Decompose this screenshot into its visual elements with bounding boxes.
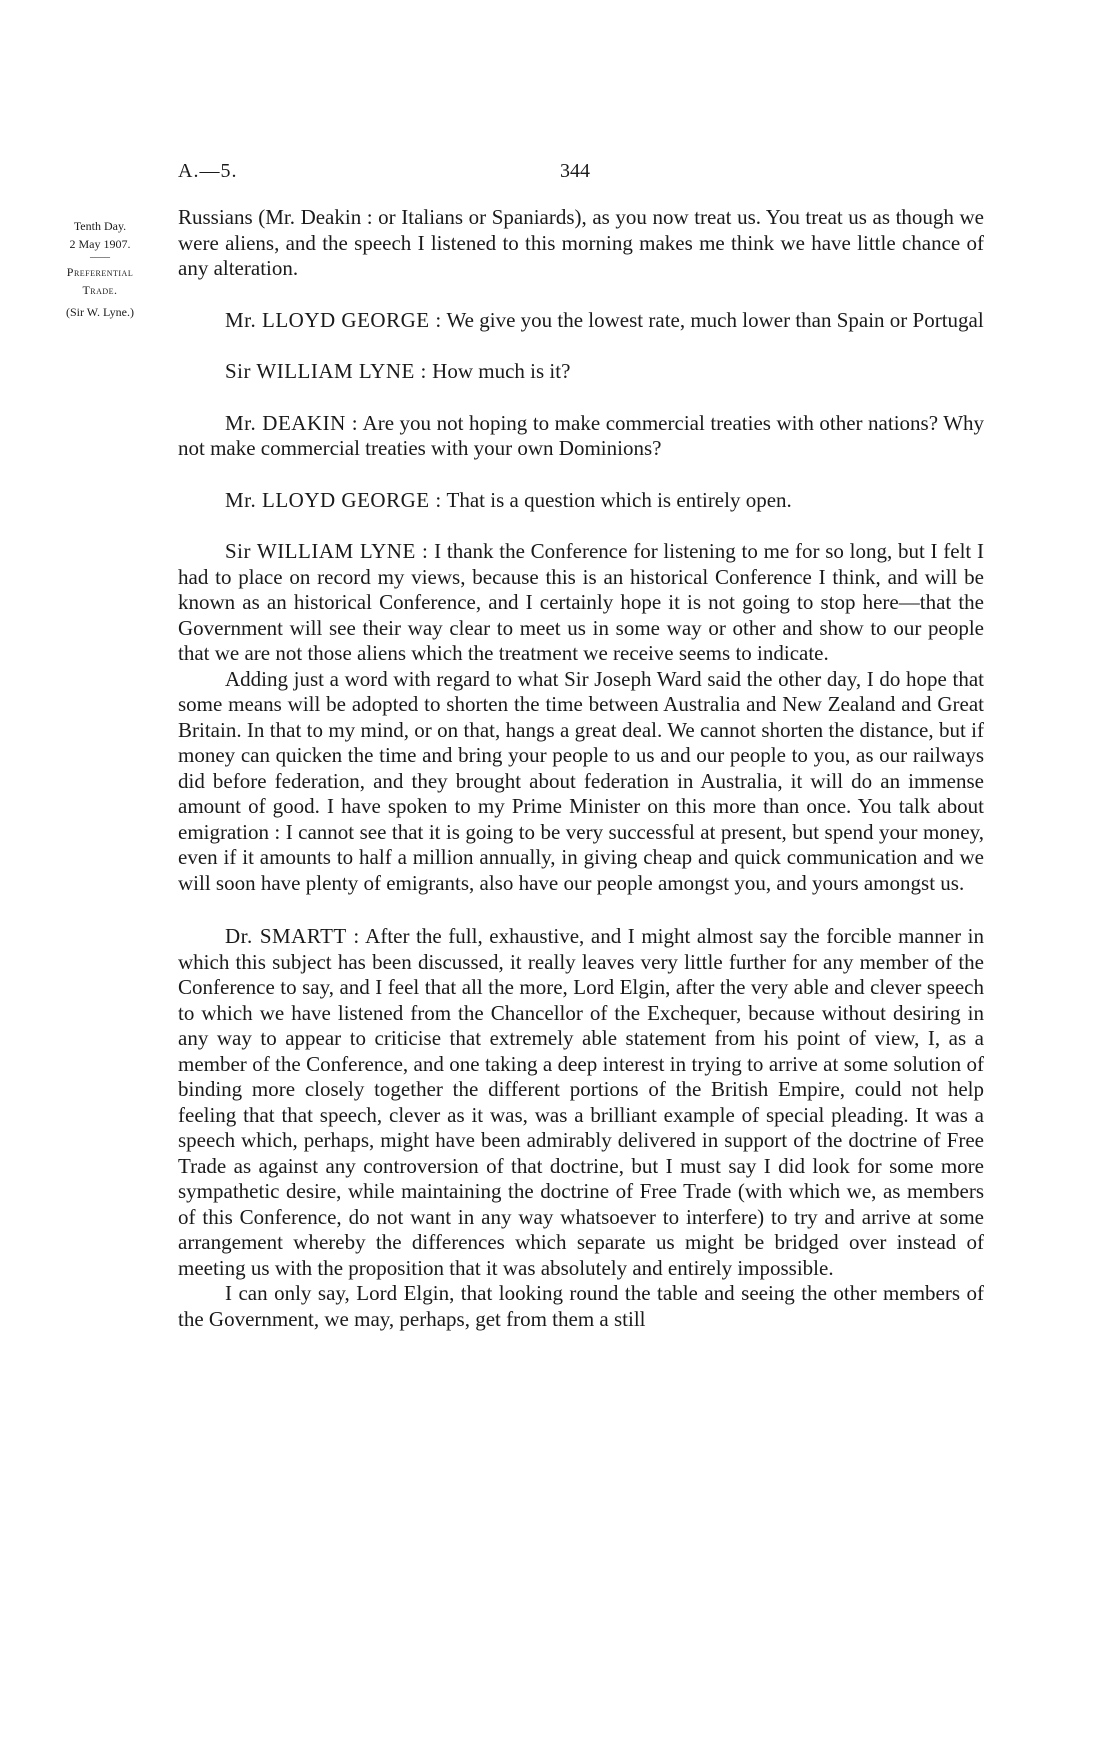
margin-topic-line1: Preferential [66,265,134,279]
paragraph-7 [178,667,984,897]
page-number: 344 [560,160,590,182]
paragraph-text: I can only say, Lord Elgin, that looking round the table and seeing the other members of the Government, we may, perhaps, get from them a still [178,1281,984,1331]
speaker-name: Sir WILLIAM LYNE : [225,539,429,563]
speaker-name: Mr. DEAKIN : [225,410,359,435]
paragraph-1 [178,205,984,282]
speaker-name: Mr. LLOYD GEORGE : [225,307,442,332]
paragraph-text: Adding just a word with regard to what Sir Joseph Ward said the other day, I do hope that some means will be adopted to shorten the time between Australia and New Zealand and Great Britain. In that to my mind, or on that, hangs a great deal. We cannot shorten the distance, but if money can quicken the time and bring your people to us and our people to you, as our railways did before federation, and they brought about federation in Australia, it will do an immense amount of good. I have spoken to my Prime Minister on this more than once. You talk about emigration : I cannot see that it is going to be very successful at present, but spend your money, even if it amounts to half a million annually, in giving cheap and quick communication and we will soon have plenty of emigrants, also have our people amongst you, and yours amongst us. [178,666,984,895]
paragraph-text: How much is it? [426,359,571,383]
margin-topic-line2: Trade. [82,283,118,297]
speaker-name: Dr. SMARTT : [225,924,360,948]
paragraph-text: I thank the Conference for listening to me for so long, but I felt I had to place on record my views, because this is an historical Conference I think, and will be known as an historical Conference, and I certainly hope it is not going to stop here—that the Government will see their way clear to meet us in some way or other and show to our people that we are not those aliens which the treatment we receive seems to indicate. [178,539,984,665]
margin-dash: —— [90,252,110,263]
paragraph-text: Are you not hoping to make commercial treaties with other nations? Why not make commercial treaties with your own Dominions? [178,410,985,460]
paragraph-8 [178,924,984,1281]
speaker-name: Sir WILLIAM LYNE : [225,359,427,383]
paragraph-text: We give you the lowest rate, much lower than Spain or Portugal [441,307,984,332]
report-reference: A.—5. [178,160,238,182]
paragraph-4 [178,411,984,462]
margin-speaker: (Sir W. Lyne.) [66,305,134,319]
document-body [178,205,984,1332]
paragraph-6 [178,539,984,667]
paragraph-text: That is a question which is entirely open. [441,487,792,512]
paragraph-text: After the full, exhaustive, and I might almost say the forcible manner in which this subject has been discussed, it really leaves very little further for any member of the Conference to say, and I feel that all the more, Lord Elgin, after the very able and clever speech to which we have listened from the Chancellor of the Exchequer, because without desiring in any way to appear to criticise that extremely able statement from his point of view, I, as a member of the Conference, and one taking a deep interest in trying to arrive at some solution of binding more closely together the different portions of the British Empire, could not help feeling that that speech, clever as it was, was a brilliant example of special pleading. It was a speech which, perhaps, might have been admirably delivered in support of the doctrine of Free Trade as against any controversion of that doctrine, but I must say I did look for some more sympathetic desire, while maintaining the doctrine of Free Trade (with which we, as members of this Conference, do not want in any way whatsoever to interfere) to try and arrive at some arrangement whereby the differences which separate us might be bridged over instead of meeting us with the proposition that it was absolutely and entirely impossible. [178,924,984,1280]
margin-date: 2 May 1907. [69,237,131,251]
paragraph-text: Russians (Mr. Deakin : or Italians or Spaniards), as you now treat us. You treat us as though we were aliens, and the speech I listened to this morning makes me think we have little chance of any alteration. [178,205,984,280]
margin-notes [30,217,170,321]
paragraph-3 [178,359,984,385]
paragraph-9 [178,1281,984,1332]
speaker-name: Mr. LLOYD GEORGE : [225,487,442,512]
margin-day: Tenth Day. [73,219,127,233]
paragraph-5 [178,488,984,514]
paragraph-2 [178,308,984,334]
